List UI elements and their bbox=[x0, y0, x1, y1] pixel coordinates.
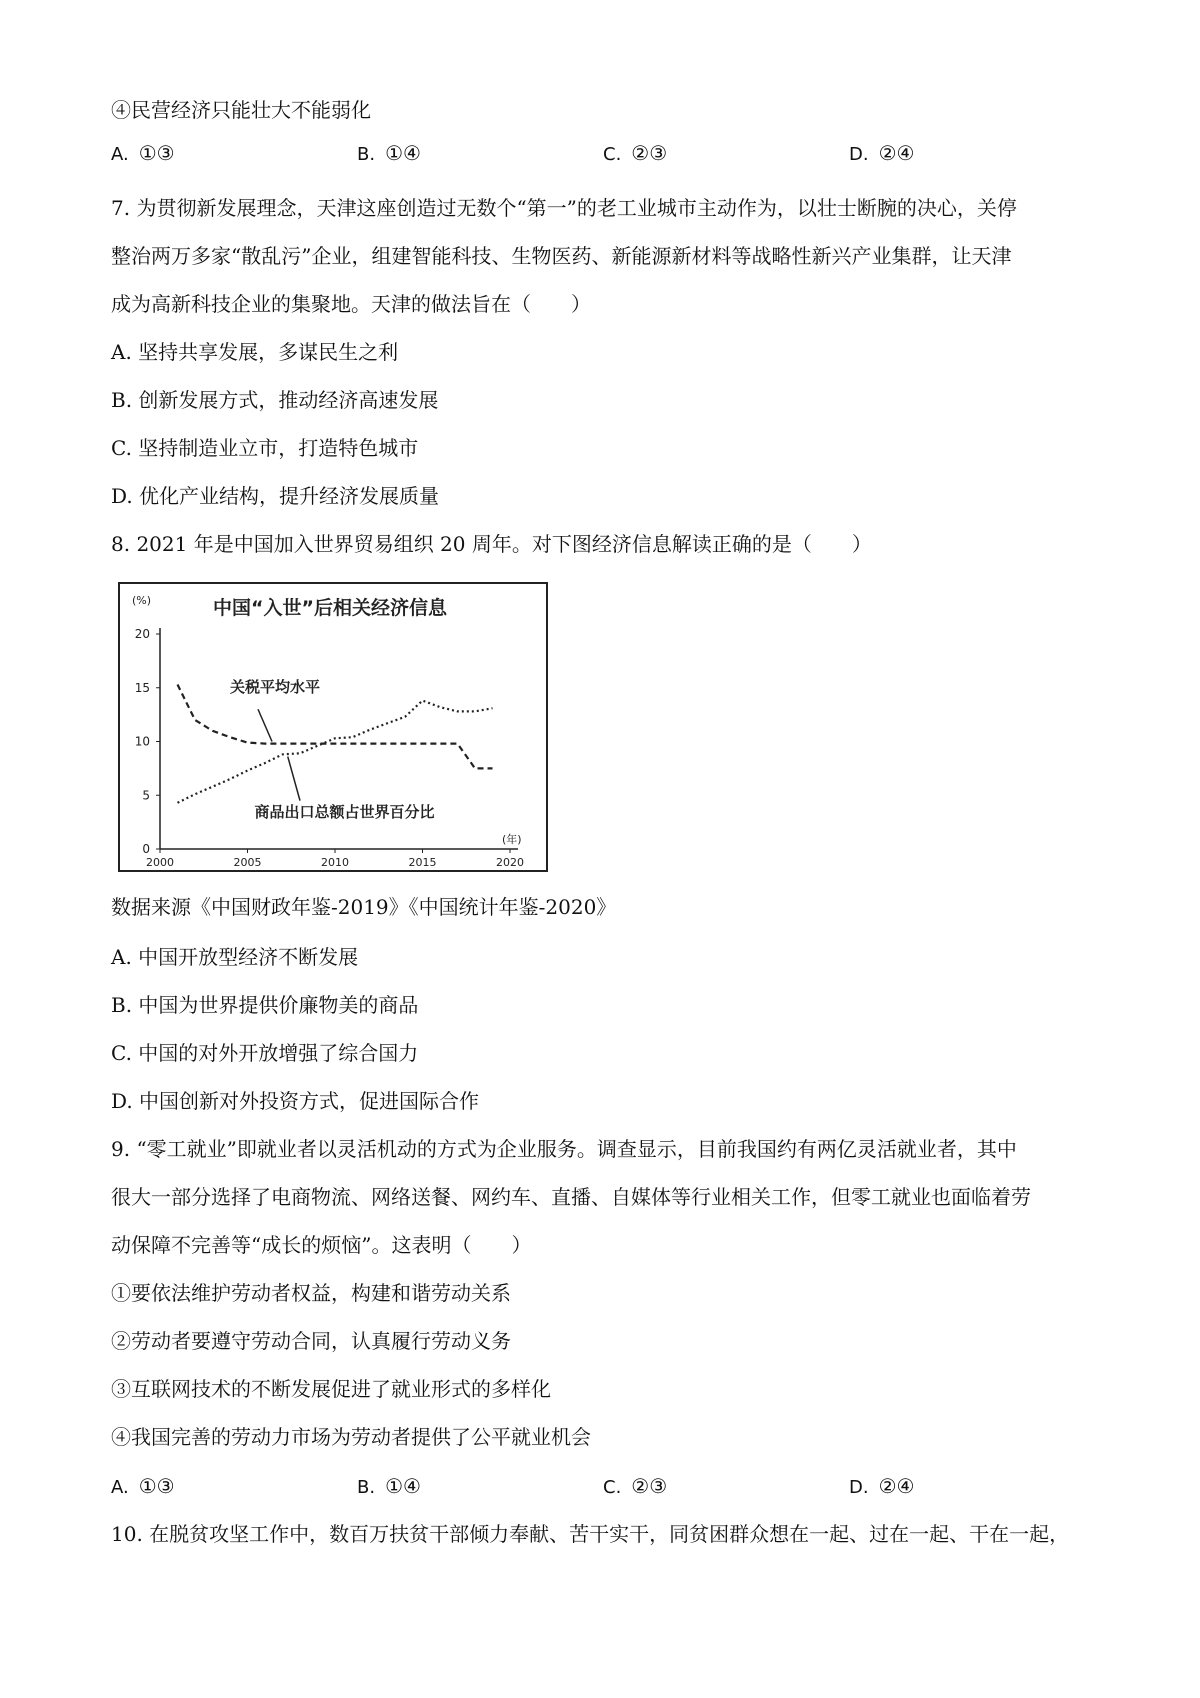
q9-option-c[interactable]: C. ②③ bbox=[603, 1474, 668, 1498]
x-tick-label: 2020 bbox=[496, 856, 524, 869]
q9-option-d[interactable]: D. ②④ bbox=[849, 1474, 915, 1498]
q8-option-b[interactable]: B. 中国为世界提供价廉物美的商品 bbox=[111, 993, 419, 1017]
q6-options bbox=[111, 139, 1111, 167]
x-tick-label: 2000 bbox=[146, 856, 174, 869]
q8-chart bbox=[118, 582, 548, 872]
q9-stem-line-2: 很大一部分选择了电商物流、网络送餐、网约车、直播、自媒体等行业相关工作，但零工就业也面临着劳 bbox=[111, 1185, 1031, 1209]
q9-item-3: ③互联网技术的不断发展促进了就业形式的多样化 bbox=[111, 1377, 551, 1401]
x-tick-label: 2015 bbox=[408, 856, 437, 869]
q9-option-a[interactable]: A. ①③ bbox=[111, 1474, 175, 1498]
q9-option-b[interactable]: B. ①④ bbox=[357, 1474, 421, 1498]
y-tick-label: 10 bbox=[134, 734, 150, 749]
q9-stem-line-1: 9. “零工就业”即就业者以灵活机动的方式为企业服务。调查显示，目前我国约有两亿灵活就业者，其中 bbox=[111, 1137, 1017, 1161]
q10-stem-line-1: 10. 在脱贫攻坚工作中，数百万扶贫干部倾力奉献、苦干实干，同贫困群众想在一起、过在一起、干在一起， bbox=[111, 1522, 1070, 1546]
series-label-2: 商品出口总额占世界百分比 bbox=[254, 802, 435, 821]
q9-stem-line-3: 动保障不完善等“成长的烦恼”。这表明（ ） bbox=[111, 1233, 532, 1257]
q7-option-a[interactable]: A. 坚持共享发展，多谋民生之利 bbox=[111, 340, 399, 364]
q8-option-c[interactable]: C. 中国的对外开放增强了综合国力 bbox=[111, 1041, 419, 1065]
q8-chart-svg bbox=[120, 584, 546, 870]
q7-stem-line-2: 整治两万多家“散乱污”企业，组建智能科技、生物医药、新能源新材料等战略性新兴产业集群，让天津 bbox=[111, 244, 1012, 268]
q9-item-2: ②劳动者要遵守劳动合同，认真履行劳动义务 bbox=[111, 1329, 511, 1353]
q9-item-4: ④我国完善的劳动力市场为劳动者提供了公平就业机会 bbox=[111, 1425, 591, 1449]
q9-item-1: ①要依法维护劳动者权益，构建和谐劳动关系 bbox=[111, 1281, 511, 1305]
q9-options bbox=[111, 1472, 1111, 1500]
y-tick-label: 0 bbox=[142, 842, 150, 856]
y-tick-label: 5 bbox=[142, 788, 150, 803]
series-line-1 bbox=[178, 685, 493, 769]
q6-option-b[interactable]: B. ①④ bbox=[357, 141, 421, 165]
q7-option-c[interactable]: C. 坚持制造业立市，打造特色城市 bbox=[111, 436, 419, 460]
x-unit-label: (年) bbox=[502, 833, 522, 846]
q8-data-source: 数据来源《中国财政年鉴-2019》《中国统计年鉴-2020》 bbox=[111, 895, 617, 919]
series-label-1-pointer bbox=[258, 709, 272, 741]
x-tick-label: 2010 bbox=[321, 856, 349, 869]
q6-option-c[interactable]: C. ②③ bbox=[603, 141, 668, 165]
series-label-2-pointer bbox=[288, 757, 300, 801]
q6-option-d[interactable]: D. ②④ bbox=[849, 141, 915, 165]
series-label-1: 关税平均水平 bbox=[230, 678, 321, 697]
q6-option-a[interactable]: A. ①③ bbox=[111, 141, 175, 165]
q8-option-d[interactable]: D. 中国创新对外投资方式，促进国际合作 bbox=[111, 1089, 480, 1113]
q8-stem-line-1: 8. 2021 年是中国加入世界贸易组织 20 周年。对下图经济信息解读正确的是（ ） bbox=[111, 532, 872, 556]
q8-option-a[interactable]: A. 中国开放型经济不断发展 bbox=[111, 945, 359, 969]
y-unit-label: (%) bbox=[132, 594, 152, 607]
y-tick-label: 20 bbox=[134, 627, 150, 641]
y-tick-label: 15 bbox=[134, 680, 150, 695]
x-tick-label: 2005 bbox=[233, 856, 262, 869]
series-line-2 bbox=[178, 701, 493, 803]
q7-stem-line-3: 成为高新科技企业的集聚地。天津的做法旨在（ ） bbox=[111, 292, 591, 316]
chart-title: 中国“入世”后相关经济信息 bbox=[213, 597, 447, 619]
q7-stem-line-1: 7. 为贯彻新发展理念，天津这座创造过无数个“第一”的老工业城市主动作为，以壮士断腕的决心，关停 bbox=[111, 196, 1017, 220]
q6-item-4: ④民营经济只能壮大不能弱化 bbox=[111, 98, 371, 122]
q7-option-b[interactable]: B. 创新发展方式，推动经济高速发展 bbox=[111, 388, 439, 412]
q7-option-d[interactable]: D. 优化产业结构，提升经济发展质量 bbox=[111, 484, 440, 508]
